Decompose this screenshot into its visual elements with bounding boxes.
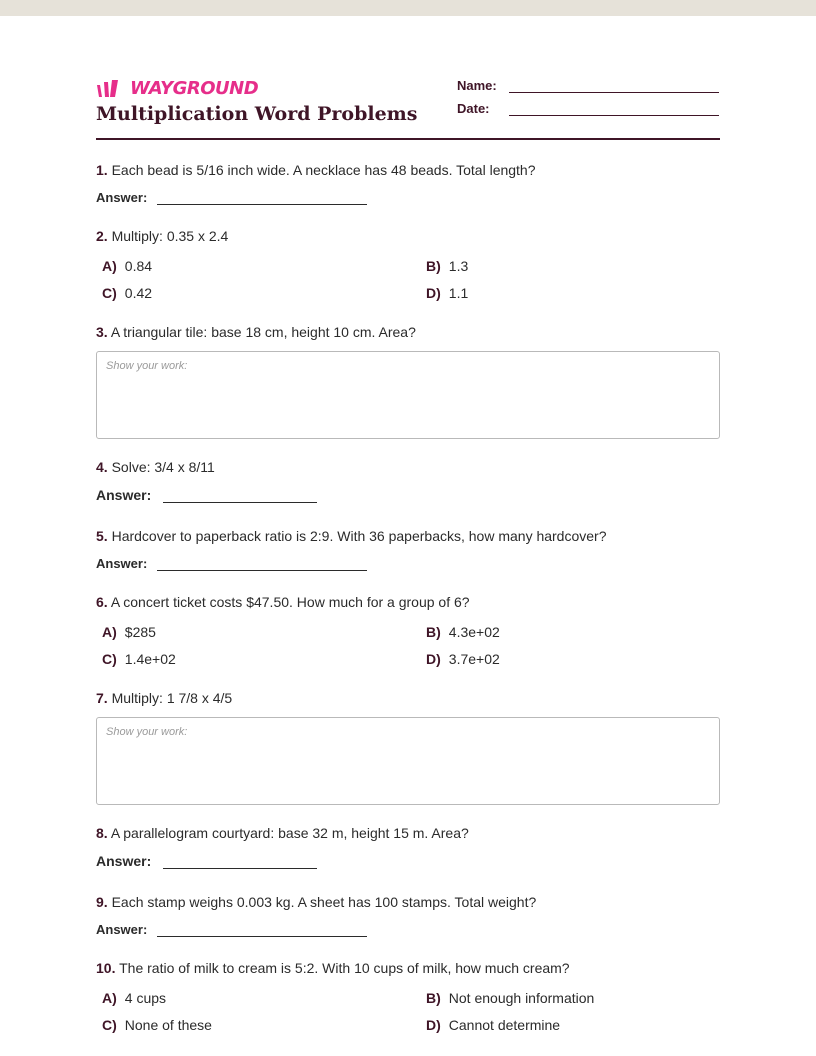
option-10a[interactable]	[102, 990, 166, 1006]
question-number: 2.	[96, 228, 108, 244]
option-6d[interactable]	[426, 651, 500, 667]
question-text: A triangular tile: base 18 cm, height 10 cm. Area?	[110, 324, 416, 340]
date-row	[457, 101, 719, 116]
answer-label: Answer:	[96, 487, 152, 503]
question-text: Multiply: 1 7/8 x 4/5	[111, 690, 233, 706]
question-text: A parallelogram courtyard: base 32 m, height 15 m. Area?	[110, 825, 469, 841]
answer-label: Answer:	[96, 190, 148, 205]
option-letter: B)	[426, 990, 441, 1006]
answer-label: Answer:	[96, 922, 148, 937]
name-field[interactable]	[509, 80, 719, 93]
question-8	[96, 825, 469, 841]
question-2	[96, 228, 228, 244]
option-text: 0.84	[124, 258, 153, 274]
option-text: 3.7e+02	[448, 651, 500, 667]
answer-row-8	[96, 853, 317, 869]
question-number: 6.	[96, 594, 108, 610]
option-text: Cannot determine	[448, 1017, 561, 1033]
question-text: Multiply: 0.35 x 2.4	[111, 228, 229, 244]
option-letter: A)	[102, 624, 117, 640]
answer-label: Answer:	[96, 853, 152, 869]
option-text: 1.1	[448, 285, 469, 301]
question-7	[96, 690, 232, 706]
answer-field-5[interactable]	[157, 558, 367, 571]
option-text: $285	[124, 624, 156, 640]
option-6b[interactable]	[426, 624, 500, 640]
option-2c[interactable]	[102, 285, 152, 301]
work-area-3[interactable]	[96, 351, 720, 439]
option-text: Not enough information	[448, 990, 595, 1006]
option-text: None of these	[124, 1017, 212, 1033]
question-number: 10.	[96, 960, 116, 976]
question-number: 4.	[96, 459, 108, 475]
answer-field-4[interactable]	[163, 490, 317, 503]
option-6a[interactable]	[102, 624, 156, 640]
option-letter: C)	[102, 651, 117, 667]
question-number: 3.	[96, 324, 108, 340]
answer-field-9[interactable]	[157, 924, 367, 937]
option-2b[interactable]	[426, 258, 468, 274]
question-text: Each stamp weighs 0.003 kg. A sheet has 100 stamps. Total weight?	[111, 894, 537, 910]
answer-row-5	[96, 556, 367, 571]
option-letter: B)	[426, 624, 441, 640]
option-2d[interactable]	[426, 285, 468, 301]
question-text: Solve: 3/4 x 8/11	[111, 459, 215, 475]
question-text: The ratio of milk to cream is 5:2. With 10 cups of milk, how much cream?	[119, 960, 570, 976]
date-label: Date:	[457, 101, 490, 116]
wayground-logo-icon	[96, 79, 126, 99]
option-10b[interactable]	[426, 990, 594, 1006]
question-4	[96, 459, 215, 475]
question-number: 1.	[96, 162, 108, 178]
answer-row-4	[96, 487, 317, 503]
name-row	[457, 78, 719, 93]
option-text: 4 cups	[124, 990, 167, 1006]
option-text: 0.42	[124, 285, 153, 301]
question-9	[96, 894, 536, 910]
option-10c[interactable]	[102, 1017, 212, 1033]
question-text: Hardcover to paperback ratio is 2:9. With 36 paperbacks, how many hardcover?	[111, 528, 607, 544]
question-3	[96, 324, 416, 340]
option-letter: A)	[102, 990, 117, 1006]
question-1	[96, 162, 536, 178]
work-area-7[interactable]	[96, 717, 720, 805]
option-letter: D)	[426, 1017, 441, 1033]
option-6c[interactable]	[102, 651, 176, 667]
question-number: 9.	[96, 894, 108, 910]
question-number: 8.	[96, 825, 108, 841]
answer-row-9	[96, 922, 367, 937]
date-field[interactable]	[509, 103, 719, 116]
answer-field-1[interactable]	[157, 192, 367, 205]
option-text: 1.3	[448, 258, 469, 274]
option-letter: C)	[102, 285, 117, 301]
option-2a[interactable]	[102, 258, 152, 274]
option-letter: A)	[102, 258, 117, 274]
work-hint: Show your work:	[106, 360, 188, 372]
name-label: Name:	[457, 78, 497, 93]
question-6	[96, 594, 470, 610]
question-number: 5.	[96, 528, 108, 544]
option-letter: C)	[102, 1017, 117, 1033]
work-hint: Show your work:	[106, 726, 188, 738]
brand-name: WAYGROUND	[130, 78, 259, 99]
option-10d[interactable]	[426, 1017, 560, 1033]
answer-row-1	[96, 190, 367, 205]
option-letter: B)	[426, 258, 441, 274]
option-letter: D)	[426, 285, 441, 301]
question-number: 7.	[96, 690, 108, 706]
question-5	[96, 528, 607, 544]
question-text: A concert ticket costs $47.50. How much for a group of 6?	[110, 594, 470, 610]
option-text: 1.4e+02	[124, 651, 176, 667]
question-text: Each bead is 5/16 inch wide. A necklace has 48 beads. Total length?	[111, 162, 536, 178]
option-letter: D)	[426, 651, 441, 667]
option-text: 4.3e+02	[448, 624, 500, 640]
top-bar	[0, 0, 816, 16]
brand-logo	[96, 78, 258, 99]
answer-field-8[interactable]	[163, 856, 317, 869]
page-title: Multiplication Word Problems	[96, 103, 418, 125]
header-divider	[96, 138, 720, 140]
answer-label: Answer:	[96, 556, 148, 571]
question-10	[96, 960, 570, 976]
